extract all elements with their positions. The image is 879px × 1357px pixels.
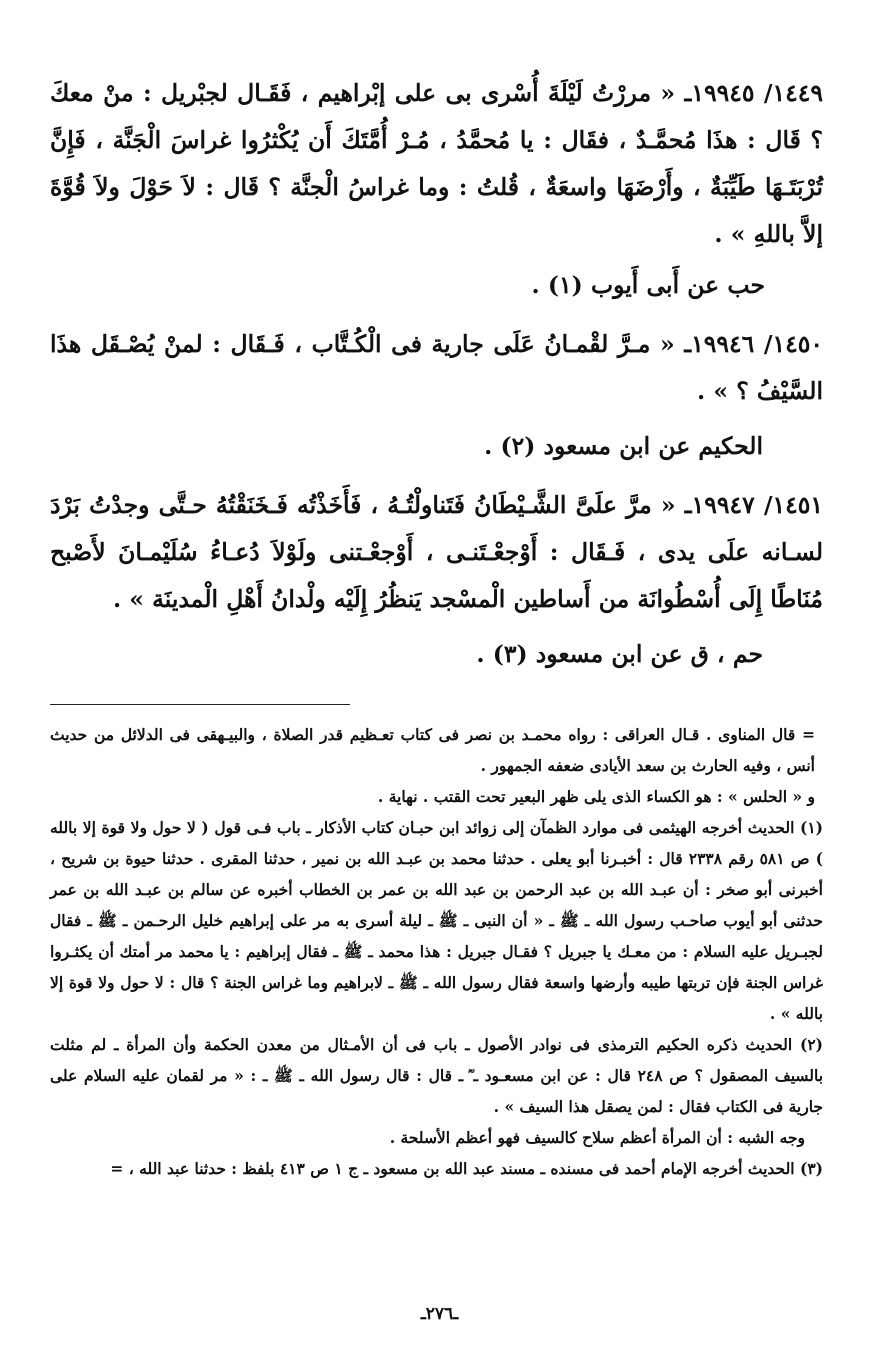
hadith-entry	[50, 321, 823, 415]
hadith-number: ١٤٥٠/ ١٩٩٤٦ـ	[684, 330, 823, 358]
page-number: ـ٢٧٦ـ	[420, 1304, 459, 1324]
footnotes	[50, 719, 823, 1184]
footnote-1: (١) الحديث أخرجه الهيثمى فى موارد الظمآن إلى زوائد ابن حبـان كتاب الأذكار ـ باب فـى قول ( لا حول ولا قوة إلا بالله ) ص ٥٨١ رقم ٢٣٣٨ قال : أخبـرنا أبو يعلى . حدثنا محمد بن عبـد الله بن نمير ، حدثنا المقرى . حدثنا حيوة بن شريح ، أخبرنى أبو صخر : أن عبـد الله بن عبد الرحمن بن عبد الله بن عمر بن الخطاب أخبره عن سالم بن عبـد الله بن عمر حدثنى أبو أيوب صاحـب رسول الله ـ ﷺ ـ « أن النبى ـ ﷺ ـ ليلة أسرى به مر على إبراهيم خليل الرحـمن ـ ﷺ ـ فقال لجبـريل عليه السلام : من معـك يا جبريل ؟ فقـال جبريل : هذا محمد ـ ﷺ ـ فقال إبراهيم : يا محمد مر أمتك أن يكثـروا غراس الجنة فإن تربتها طيبه وأرضها واسعة فقال رسول الله ـ ﷺ ـ لابراهيم وما غراس الجنة ؟ قال : لا حول ولا قوة إلا بالله » .	[50, 818, 823, 1023]
hadith-entry	[50, 70, 823, 258]
hadith-text: « مررْتُ لَيْلَةَ أُسْرى بى على إبْراهيم ، فَقَـال لجبْريل : منْ معكَ ؟ قَال : هذَا مُحمَّـدٌ ، فقَال : يا مُحمَّدُ ، مُـرْ أُمَّتَكَ أَن يُكْثرُوا غراسَ الْجَنَّة ، فَإِنَّ تُرْبَتَـهَا طَيِّبَةٌ ، وأَرْضَهَا واسعَةٌ ، قُلتُ : وما غراسُ الْجنَّة ؟ قَال : لاَ حَوْلَ ولاَ قُوَّةَ إلاَّ باللهِ » .	[50, 79, 823, 248]
footnote-continuation: = قال المناوى . قـال العراقى : رواه محمـد بن نصر فى كتاب تعـظيم قدر الصلاة ، والبيـهقى فى الدلائل من حديث أنس ، وفيه الحارث بن سعد الأيادى ضعفه الجمهور .	[50, 725, 815, 775]
footnote-3: (٣) الحديث أخرجه الإمام أحمد فى مسنده ـ مسند عبد الله بن مسعود ـ ج ١ ص ٤١٣ بلفظ : حدثنا عبد الله ، =	[110, 1159, 823, 1178]
hadith-number: ١٤٤٩/ ١٩٩٤٥ـ	[684, 79, 823, 107]
hadith-source: حم ، ق عن ابن مسعود (٣) .	[476, 640, 763, 668]
hadith-entry	[50, 482, 823, 623]
footnote-2: (٢) الحديث ذكره الحكيم الترمذى فى نوادر الأصول ـ باب فى أن الأمـثال من معدن الحكمة وأن المرأة ـ لم مثلت بالسيف المصقول ؟ ص ٢٤٨ قال : عن ابن مسعـود ـ ؓ ـ قال : قال رسول الله ـ ﷺ ـ : « مر لقمان عليه السلام على جارية فى الكتاب فقال : لمن يصقل هذا السيف » .	[50, 1035, 824, 1116]
hadith-text: « مرَّ علَىَّ الشَّـيْطَانُ فَتَناولْتُـهُ ، فَأَخَذْتُه فَـخَنَقْتُهُ حـتَّى وجدْتُ بَرْدَ لسـانه علَى يدى ، فَـقَال : أَوْجعْـتَنـى ، أَوْجعْـتنى ولَوْلاَ دُعـاءُ سُلَيْمـانَ لأَصْبح مُنَاطًا إِلَى أُسْطُوانَة من أَساطين الْمسْجد يَنظُرُ إِلَيْه ولْدانُ أَهْلِ الْمدينَة » .	[50, 491, 823, 613]
hadith-source: الحكيم عن ابن مسعود (٢) .	[484, 432, 763, 460]
hadith-text: « مـرَّ لقْمـانُ عَلَى جارية فى الْكُـتَّاب ، فَـقَال : لمنْ يُصْـقَل هذَا السَّيْفُ ؟ » .	[50, 330, 823, 405]
page-body	[50, 70, 823, 1184]
hadith-number: ١٤٥١/ ١٩٩٤٧ـ	[684, 491, 824, 519]
hadith-source: حب عن أَبى أَيوب (١) .	[531, 271, 765, 299]
footnote-divider	[50, 704, 350, 705]
footnote-continuation: و « الحلس » : هو الكساء الذى يلى ظهر البعير تحت القتب . نهاية .	[377, 787, 815, 806]
footnote-2-remark: وجه الشبه : أن المرأة أعظم سلاح كالسيف فهو أعظم الأسلحة .	[389, 1128, 805, 1147]
